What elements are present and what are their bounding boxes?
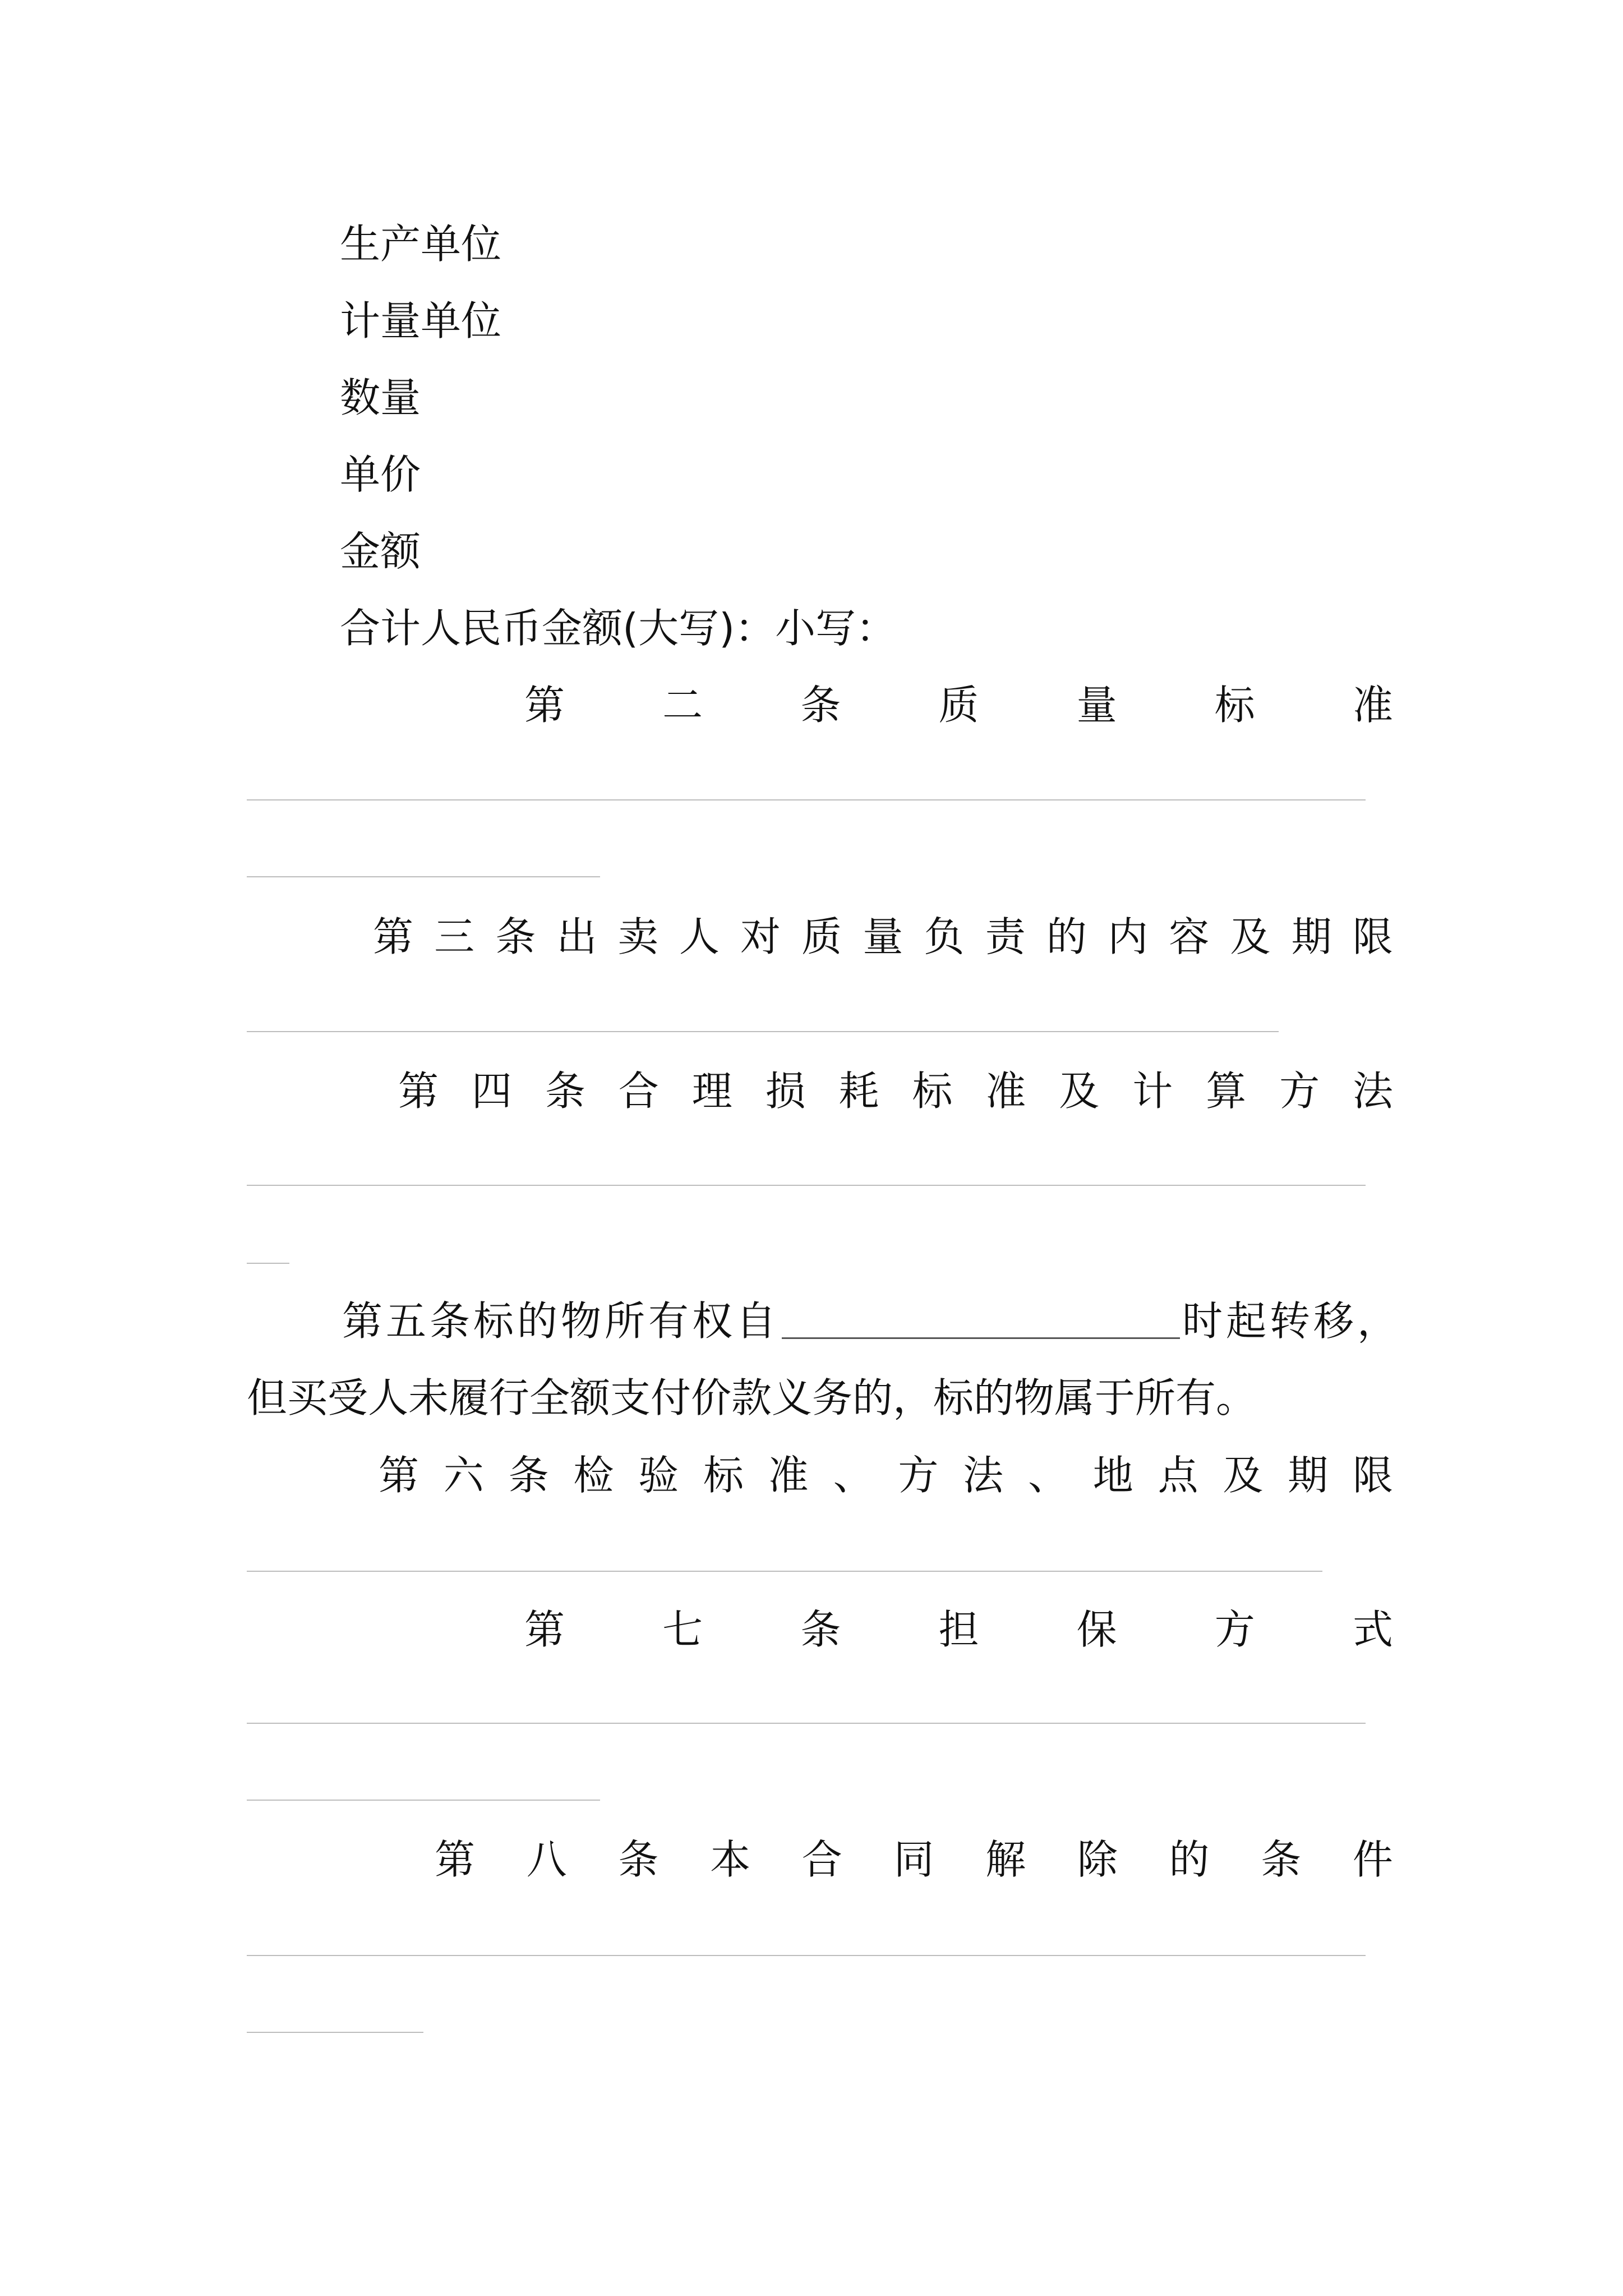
blank-line	[247, 2032, 423, 2033]
blank-line	[247, 1723, 1366, 1724]
heading-char: 、	[1027, 1452, 1068, 1499]
heading-char: 条	[495, 913, 536, 960]
clause-2-heading	[524, 677, 1393, 733]
heading-char: 出	[556, 913, 597, 960]
heading-char: 第	[379, 1452, 419, 1499]
ownership-transfer-blank	[782, 1304, 1180, 1339]
heading-char: 本	[710, 1836, 751, 1883]
blank-line	[247, 799, 1366, 800]
heading-char: 责	[985, 913, 1026, 960]
heading-char: 方	[898, 1452, 939, 1499]
heading-char: 条	[1261, 1836, 1302, 1883]
heading-char: 质	[938, 682, 979, 729]
heading-char: 期	[1291, 913, 1332, 960]
heading-char: 对	[740, 913, 781, 960]
heading-char: 准	[985, 1068, 1026, 1115]
clause-3-heading	[373, 909, 1393, 965]
blank-line	[247, 1263, 289, 1264]
heading-char: 内	[1108, 913, 1149, 960]
heading-char: 四	[471, 1068, 512, 1115]
heading-char: 限	[1352, 913, 1393, 960]
blank-line	[247, 876, 600, 877]
heading-char: 的	[1046, 913, 1087, 960]
heading-char: 的	[1169, 1836, 1210, 1883]
heading-char: 同	[893, 1836, 934, 1883]
blank-line	[247, 1031, 1279, 1032]
heading-char: 条	[800, 682, 841, 729]
clause-8-heading	[435, 1832, 1393, 1888]
heading-char: 条	[545, 1068, 585, 1115]
heading-char: 算	[1206, 1068, 1247, 1115]
heading-char: 法	[963, 1452, 1004, 1499]
heading-char: 第	[524, 1606, 565, 1653]
heading-char: 方	[1279, 1068, 1320, 1115]
heading-char: 期	[1288, 1452, 1329, 1499]
heading-char: 质	[801, 913, 842, 960]
heading-char: 八	[526, 1836, 567, 1883]
heading-char: 条	[618, 1836, 659, 1883]
field-unit-price: 单价	[340, 451, 421, 498]
heading-char: 第	[435, 1836, 476, 1883]
clause-5-line-1	[342, 1293, 1410, 1349]
heading-char: 第	[524, 682, 565, 729]
blank-line	[247, 1185, 1366, 1186]
heading-char: 及	[1223, 1452, 1264, 1499]
heading-char: 、	[833, 1452, 874, 1499]
field-quantity: 数量	[340, 374, 421, 421]
heading-char: 及	[1230, 913, 1271, 960]
heading-char: 耗	[838, 1068, 879, 1115]
heading-char: 法	[1352, 1068, 1393, 1115]
clause-5-line-2: 但买受人未履行全额支付价款义务的，标的物属于所有。	[247, 1374, 1257, 1421]
heading-char: 理	[691, 1068, 732, 1115]
heading-char: 七	[662, 1606, 703, 1653]
heading-char: 六	[443, 1452, 484, 1499]
heading-char: 第	[373, 913, 414, 960]
heading-char: 人	[679, 913, 720, 960]
heading-char: 容	[1169, 913, 1210, 960]
heading-char: 解	[985, 1836, 1026, 1883]
heading-char: 计	[1132, 1068, 1173, 1115]
heading-char: 标	[1214, 682, 1255, 729]
heading-char: 卖	[617, 913, 658, 960]
heading-char: 合	[618, 1068, 659, 1115]
blank-line	[247, 1800, 600, 1801]
field-amount: 金额	[340, 528, 421, 575]
heading-char: 标	[912, 1068, 953, 1115]
heading-char: 二	[662, 682, 703, 729]
heading-char: 量	[863, 913, 903, 960]
heading-char: 准	[768, 1452, 809, 1499]
heading-char: 保	[1076, 1606, 1117, 1653]
heading-char: 三	[434, 913, 475, 960]
heading-char: 方	[1214, 1606, 1255, 1653]
blank-line	[247, 1571, 1322, 1572]
field-production-unit: 生产单位	[340, 220, 502, 268]
field-measurement-unit: 计量单位	[340, 297, 502, 344]
heading-char: 除	[1077, 1836, 1118, 1883]
heading-char: 地	[1092, 1452, 1133, 1499]
heading-char: 担	[938, 1606, 979, 1653]
clause-5-prefix: 第五条标的物所有权自	[342, 1297, 780, 1345]
clause-5-suffix: 时起转移，	[1182, 1297, 1401, 1345]
heading-char: 及	[1059, 1068, 1100, 1115]
heading-char: 量	[1076, 682, 1117, 729]
heading-char: 检	[573, 1452, 614, 1499]
heading-char: 第	[398, 1068, 439, 1115]
heading-char: 准	[1352, 682, 1393, 729]
heading-char: 验	[638, 1452, 679, 1499]
heading-char: 损	[765, 1068, 806, 1115]
heading-char: 负	[924, 913, 965, 960]
clause-4-heading	[398, 1063, 1393, 1119]
heading-char: 限	[1352, 1452, 1393, 1499]
heading-char: 合	[801, 1836, 842, 1883]
heading-char: 条	[800, 1606, 841, 1653]
clause-6-heading	[379, 1447, 1393, 1503]
heading-char: 件	[1352, 1836, 1393, 1883]
blank-line	[247, 1955, 1366, 1956]
heading-char: 条	[508, 1452, 549, 1499]
clause-7-heading	[524, 1602, 1393, 1658]
heading-char: 标	[703, 1452, 744, 1499]
heading-char: 点	[1158, 1452, 1198, 1499]
total-amount-line: 合计人民币金额(大写)：小写：	[340, 605, 897, 652]
heading-char: 式	[1352, 1606, 1393, 1653]
